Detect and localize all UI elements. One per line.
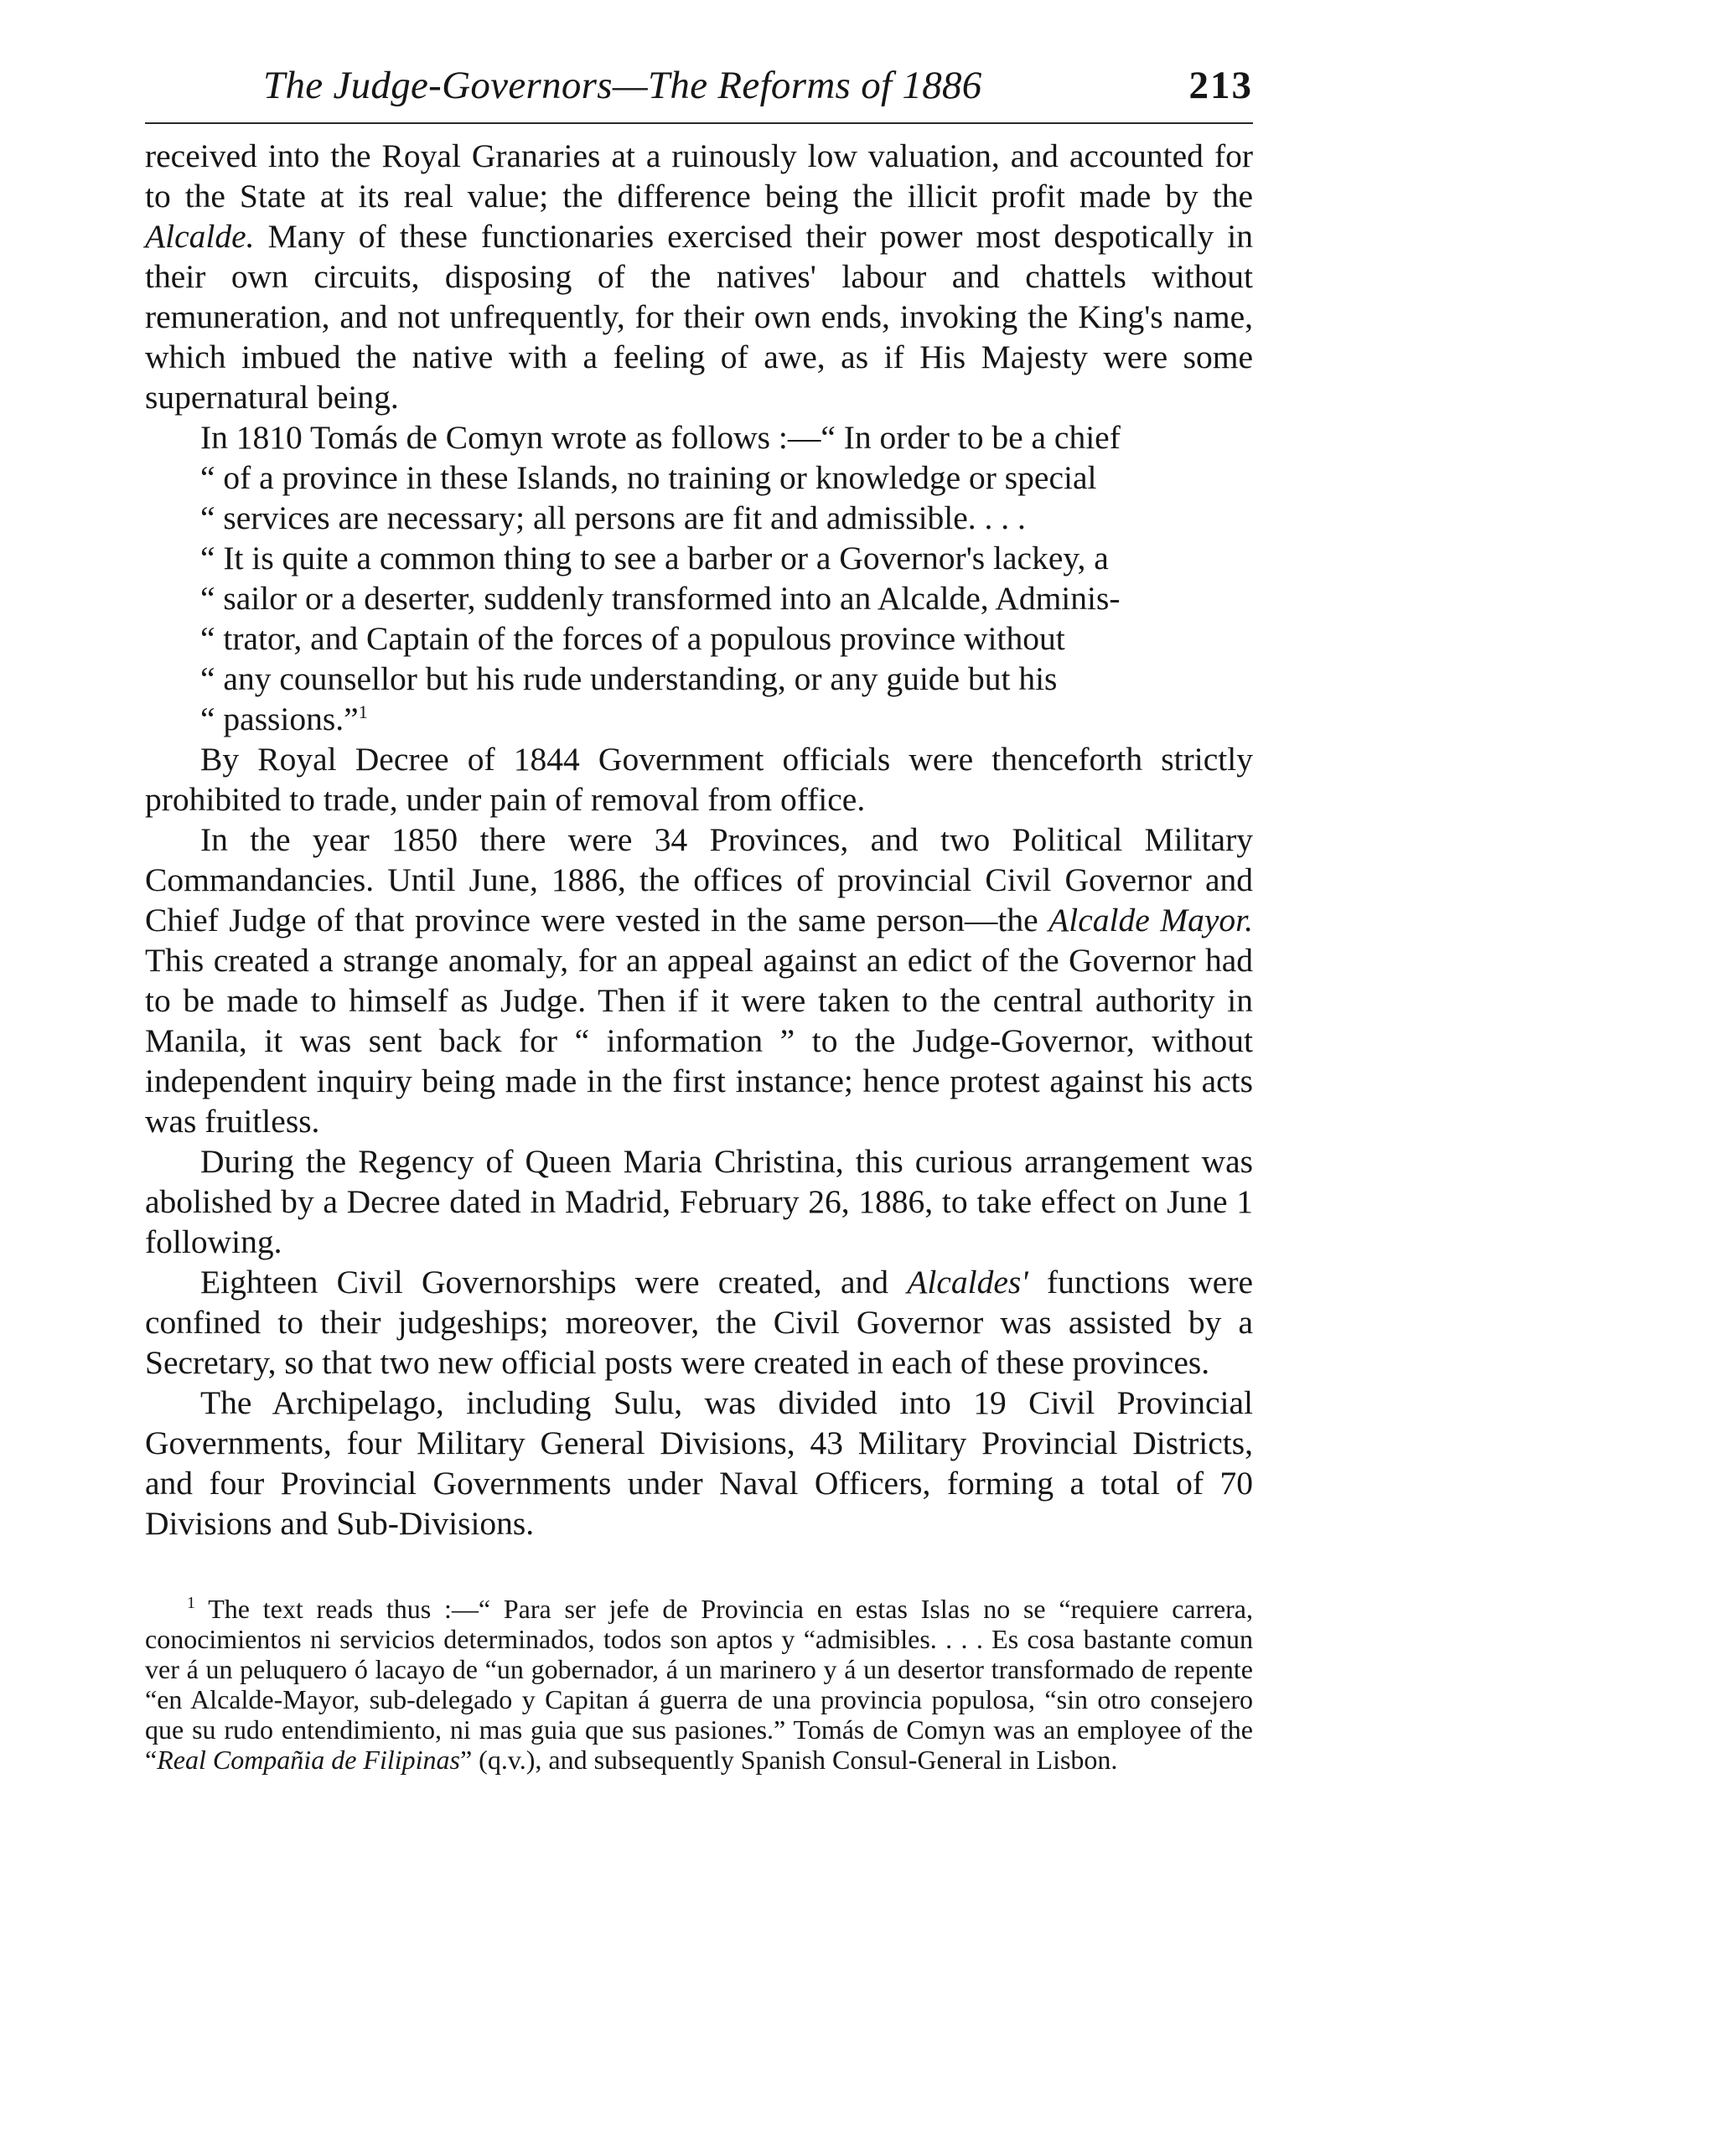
alcalde-mayor-italic: Alcalde Mayor. — [1048, 902, 1253, 938]
quote-line-last: “ passions.”$^1$ — [200, 701, 368, 737]
body-text — [145, 136, 1253, 1543]
footnotes — [145, 1594, 1253, 1775]
quote-line: “ services are necessary; all persons are fit and admissible. . . . — [200, 499, 1026, 536]
quote-line: “ any counsellor but his rude understanding, or any guide but his — [200, 660, 1058, 697]
footnote-marker: 1 — [187, 1594, 195, 1612]
book-page — [145, 59, 1253, 1775]
quote-line: “ It is quite a common thing to see a barber or a Governor's lackey, a — [200, 540, 1109, 576]
paragraph-granaries: received into the Royal Granaries at a ruinously low valuation, and accounted for to the State at its real value; the difference being the illicit profit made by the Alcalde. Many of these functionaries exercised their power most despotically in their own circuits, disposing of the natives' labour and chattels without remuneration, and not unfrequently, for their own ends, invoking the King's name, which imbued the native with a feeling of awe, as if His Majesty were some supernatural being. — [145, 137, 1253, 416]
footnote-reference[interactable]: 1 — [358, 701, 368, 722]
running-title: The Judge-Governors—The Reforms of 1886 — [263, 64, 982, 107]
page-number: 213 — [1188, 64, 1253, 107]
paragraph-royal-decree: By Royal Decree of 1844 Government officials were thenceforth strictly prohibited to trade, under pain of removal from office. — [145, 741, 1253, 818]
running-head — [145, 59, 1253, 112]
alcalde-italic: Alcalde. — [145, 218, 255, 255]
quote-line: “ sailor or a deserter, suddenly transformed into an Alcalde, Adminis- — [200, 580, 1121, 617]
footnote-1: $^1$ The text reads thus :—“ Para ser jefe de Provincia en estas Islas no se “requiere carrera, conocimientos ni servicios determinados, todos son aptos y “admisibles. . . . Es cosa bastante comun ver á un peluquero ó lacayo de “un gobernador, á un marinero y á un desertor transformado de repente “en Alcalde-Mayor, sub-delegado y Capitan á guerra de una provincia populosa, “sin otro consejero que su rudo entendimiento, ni mas guia que sus pasiones.” Tomás de Comyn was an employee of the “Real Compañia de Filipinas” (q.v.), and subsequently Spanish Consul-General in Lisbon. — [145, 1594, 1254, 1775]
paragraph-regency: During the Regency of Queen Maria Christina, this curious arrangement was abolished by a Decree dated in Madrid, February 26, 1886, to take effect on June 1 following. — [145, 1143, 1253, 1260]
quote-line: “ trator, and Captain of the forces of a populous province without — [200, 620, 1065, 657]
quote-lead: In 1810 Tomás de Comyn wrote as follows :—“ In order to be a chief — [200, 419, 1121, 456]
paragraph-archipelago: The Archipelago, including Sulu, was divided into 19 Civil Provincial Governments, four Military General Divisions, 43 Military Provincial Districts, and four Provincial Governments under Naval Officers, forming a total of 70 Divisions and Sub-Divisions. — [145, 1384, 1253, 1542]
alcaldes-italic: Alcaldes' — [907, 1264, 1028, 1300]
paragraph-governorships: Eighteen Civil Governorships were created, and Alcaldes' functions were confined to their judgeships; moreover, the Civil Governor was assisted by a Secretary, so that two new official posts were created in each of these provinces. — [145, 1264, 1253, 1381]
quote-line: “ of a province in these Islands, no training or knowledge or special — [200, 459, 1097, 496]
paragraph-provinces-1850: In the year 1850 there were 34 Provinces, and two Political Military Commandancies. Until June, 1886, the offices of provincial Civil Governor and Chief Judge of that province were vested in the same person—the Alcalde Mayor. This created a strange anomaly, for an appeal against an edict of the Governor had to be made to himself as Judge. Then if it were taken to the central authority in Manila, it was sent back for “ information ” to the Judge-Governor, without independent inquiry being made in the first instance; hence protest against his acts was fruitless. — [145, 821, 1253, 1140]
paragraph-comyn-quote — [145, 417, 1253, 739]
company-name-italic: Real Compañia de Filipinas — [157, 1745, 460, 1775]
header-rule — [145, 122, 1253, 124]
